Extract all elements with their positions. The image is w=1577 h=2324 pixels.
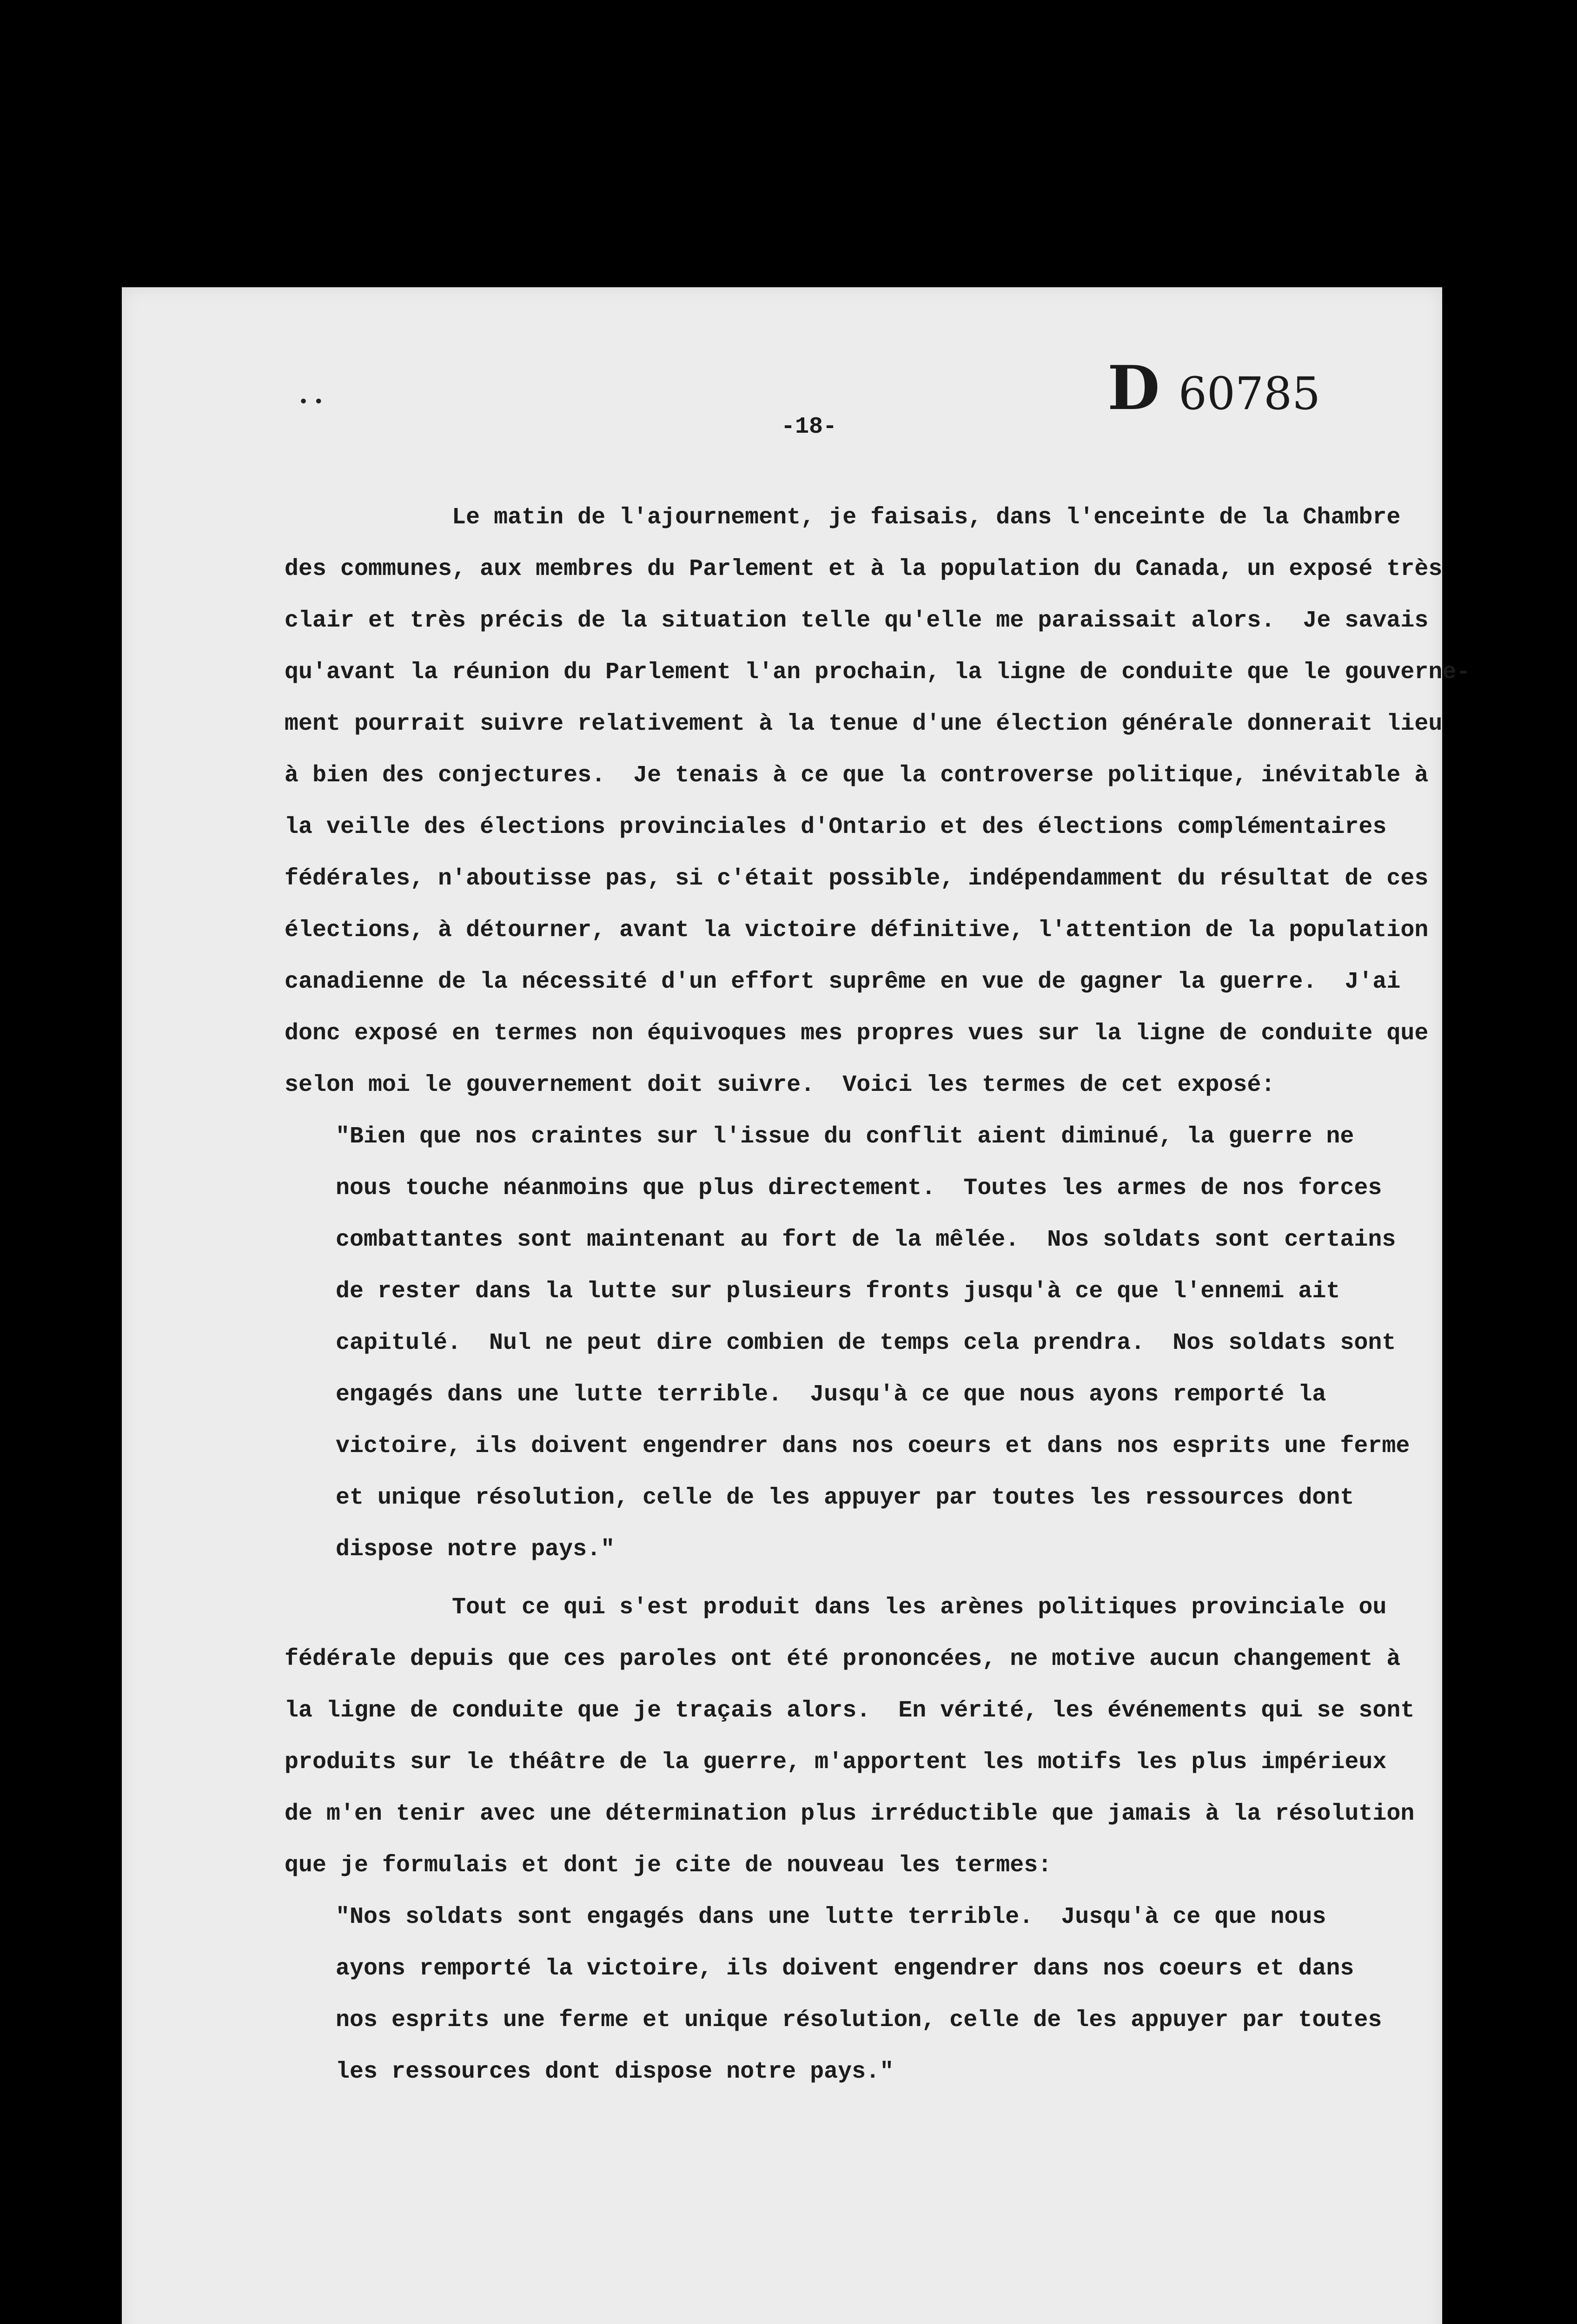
- stamp-letter: D: [1107, 352, 1160, 423]
- quote-1: [285, 1111, 1475, 1575]
- quote-line: combattantes sont maintenant au fort de la mêlée. Nos soldats sont certains: [336, 1227, 1396, 1253]
- text-line: des communes, aux membres du Parlement et à la population du Canada, un exposé très: [285, 556, 1443, 582]
- quote-line: ayons remporté la victoire, ils doivent engendrer dans nos coeurs et dans: [336, 1955, 1354, 1982]
- text-line: la veille des élections provinciales d'Ontario et des élections complémentaires: [285, 814, 1387, 840]
- text-line: fédérales, n'aboutisse pas, si c'était possible, indépendamment du résultat de ces: [285, 865, 1429, 892]
- quote-line: de rester dans la lutte sur plusieurs fronts jusqu'à ce que l'ennemi ait: [336, 1278, 1340, 1305]
- text-line: ment pourrait suivre relativement à la tenue d'une élection générale donnerait lieu: [285, 711, 1443, 737]
- text-line: Tout ce qui s'est produit dans les arènes politiques provinciale ou: [285, 1594, 1387, 1621]
- quote-2: [285, 1891, 1475, 2098]
- archive-stamp: [1107, 352, 1320, 423]
- quote-line: victoire, ils doivent engendrer dans nos coeurs et dans nos esprits une ferme: [336, 1433, 1410, 1459]
- paragraph-1: [285, 492, 1475, 1111]
- stamp-number: 60785: [1178, 368, 1321, 420]
- text-line: à bien des conjectures. Je tenais à ce que la controverse politique, inévitable à: [285, 762, 1429, 789]
- quote-line: dispose notre pays.": [336, 1536, 615, 1563]
- quote-line: nos esprits une ferme et unique résolution, celle de les appuyer par toutes: [336, 2007, 1382, 2034]
- paragraph-2: [285, 1582, 1475, 1891]
- quote-line: et unique résolution, celle de les appuyer par toutes les ressources dont: [336, 1485, 1354, 1511]
- text-line: qu'avant la réunion du Parlement l'an prochain, la ligne de conduite que le gouverne-: [285, 659, 1471, 686]
- text-line: selon moi le gouvernement doit suivre. Voici les termes de cet exposé:: [285, 1072, 1275, 1098]
- text-line: clair et très précis de la situation telle qu'elle me paraissait alors. Je savais: [285, 607, 1429, 634]
- text-line: élections, à détourner, avant la victoire définitive, l'attention de la population: [285, 917, 1429, 944]
- quote-line: les ressources dont dispose notre pays.": [336, 2059, 894, 2085]
- text-line: fédérale depuis que ces paroles ont été prononcées, ne motive aucun changement à: [285, 1646, 1401, 1672]
- quote-line: "Bien que nos craintes sur l'issue du conflit aient diminué, la guerre ne: [336, 1123, 1354, 1150]
- quote-line: capitulé. Nul ne peut dire combien de temps cela prendra. Nos soldats sont: [336, 1330, 1396, 1356]
- text-line: de m'en tenir avec une détermination plus irréductible que jamais à la résolution: [285, 1801, 1415, 1827]
- document-page: [122, 287, 1471, 2324]
- text-line: donc exposé en termes non équivoques mes propres vues sur la ligne de conduite que: [285, 1020, 1429, 1047]
- text-line: produits sur le théâtre de la guerre, m'apportent les motifs les plus impérieux: [285, 1749, 1387, 1776]
- stray-marks: • •: [298, 392, 324, 411]
- text-line: que je formulais et dont je cite de nouveau les termes:: [285, 1852, 1052, 1879]
- text-line: la ligne de conduite que je traçais alors. En vérité, les événements qui se sont: [285, 1697, 1415, 1724]
- quote-line: "Nos soldats sont engagés dans une lutte terrible. Jusqu'à ce que nous: [336, 1904, 1326, 1930]
- text-line: canadienne de la nécessité d'un effort suprême en vue de gagner la guerre. J'ai: [285, 969, 1401, 995]
- quote-line: nous touche néanmoins que plus directement. Toutes les armes de nos forces: [336, 1175, 1382, 1202]
- paragraph-gap: [285, 1575, 1475, 1582]
- text-line: Le matin de l'ajournement, je faisais, dans l'enceinte de la Chambre: [285, 504, 1401, 531]
- document-body: [285, 492, 1475, 2098]
- quote-line: engagés dans une lutte terrible. Jusqu'à ce que nous ayons remporté la: [336, 1381, 1326, 1408]
- page-number: -18-: [781, 414, 837, 440]
